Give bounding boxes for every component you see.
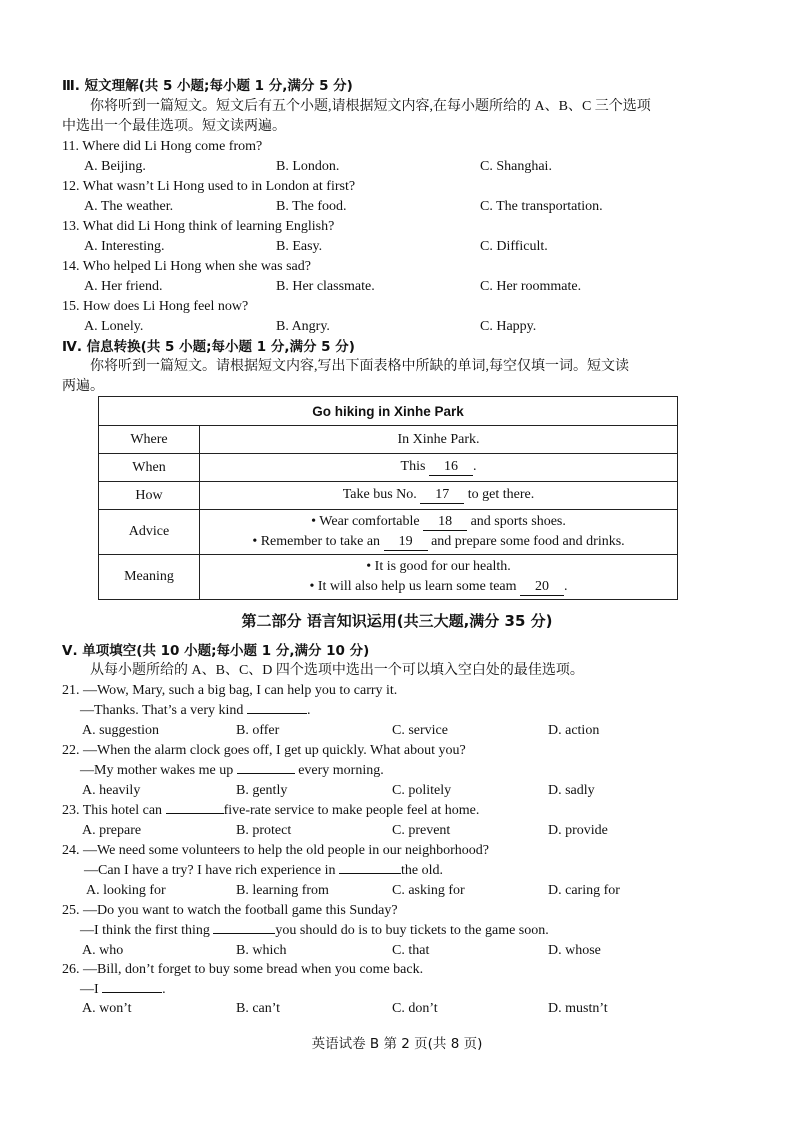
part4-title: Ⅳ. 信息转换(共 5 小题;每小题 1 分,满分 5 分) <box>62 339 355 355</box>
question-24-option-d: D. caring for <box>548 883 620 898</box>
meaning-line-2 <box>200 577 677 597</box>
row-label-where: Where <box>99 426 200 454</box>
question-22-blank <box>237 773 295 774</box>
question-21-option-a: A. suggestion <box>82 723 159 738</box>
question-23-blank <box>166 813 224 814</box>
advice-line-1 <box>200 512 677 532</box>
question-22-option-b: B. gently <box>236 783 288 798</box>
question-22-text: —My mother wakes me up <box>80 763 234 778</box>
question-12-option-a: A. The weather. <box>84 199 174 214</box>
cell-when <box>200 454 678 482</box>
blank-19: 19 <box>384 534 428 551</box>
question-11-option-a: A. Beijing. <box>84 159 146 174</box>
question-24-line-1: 24. —We need some volunteers to help the old people in our neighborhood? <box>62 843 489 858</box>
question-23-option-c: C. prevent <box>392 823 451 838</box>
blank-20: 20 <box>520 579 564 596</box>
question-13-stem: 13. What did Li Hong think of learning English? <box>62 219 335 234</box>
part5-title: Ⅴ. 单项填空(共 10 小题;每小题 1 分,满分 10 分) <box>62 643 370 659</box>
question-12-stem: 12. What wasn’t Li Hong used to in London at first? <box>62 179 356 194</box>
how-pre: Take bus No. <box>342 487 417 502</box>
question-21-option-d: D. action <box>548 723 600 738</box>
cell-how <box>200 482 678 510</box>
question-26-post: . <box>162 982 166 997</box>
when-post: . <box>472 459 477 474</box>
question-25-option-a: A. who <box>82 943 124 958</box>
question-21-option-c: C. service <box>392 723 448 738</box>
page-footer: 英语试卷 B 第 2 页(共 8 页) <box>311 1036 483 1052</box>
table-heading: Go hiking in Xinhe Park <box>99 397 678 426</box>
row-label-advice: Advice <box>99 510 200 555</box>
question-14-option-a: A. Her friend. <box>84 279 163 294</box>
question-24-option-b: B. learning from <box>236 883 329 898</box>
blank-16: 16 <box>429 459 473 476</box>
question-22-option-a: A. heavily <box>82 783 141 798</box>
question-26-line-1: 26. —Bill, don’t forget to buy some bread when you come back. <box>62 962 424 977</box>
part5-instruction: 从每小题所给的 A、B、C、D 四个选项中选出一个可以填入空白处的最佳选项。 <box>90 663 584 678</box>
blank-17: 17 <box>420 487 464 504</box>
advice-line-2 <box>200 532 677 552</box>
part3-instruction-2: 中选出一个最佳选项。短文读两遍。 <box>62 119 286 134</box>
question-23-line-1 <box>62 801 479 821</box>
question-25-option-d: D. whose <box>548 943 601 958</box>
question-26-line-2 <box>80 980 166 1000</box>
advice2-pre: • Remember to take an <box>252 534 381 549</box>
question-26-option-a: A. won’t <box>82 1001 132 1016</box>
question-26-blank <box>102 992 162 993</box>
question-23-post: five-rate service to make people feel at home. <box>223 803 480 818</box>
question-25-text: —I think the first thing <box>80 923 210 938</box>
question-22-option-c: C. politely <box>392 783 452 798</box>
question-11-option-b: B. London. <box>276 159 340 174</box>
question-24-blank <box>339 873 401 874</box>
question-21-option-b: B. offer <box>236 723 280 738</box>
question-14-option-c: C. Her roommate. <box>480 279 582 294</box>
question-25-option-b: B. which <box>236 943 287 958</box>
when-pre: This <box>400 459 426 474</box>
question-22-option-d: D. sadly <box>548 783 595 798</box>
cell-where <box>200 426 678 454</box>
question-21-line-1: 21. —Wow, Mary, such a big bag, I can help you to carry it. <box>62 683 398 698</box>
question-26-text: —I <box>80 982 99 997</box>
blank-18: 18 <box>423 514 467 531</box>
cell-meaning <box>200 555 678 600</box>
advice1-pre: • Wear comfortable <box>311 514 420 529</box>
part3-instruction-1: 你将听到一篇短文。短文后有五个小题,请根据短文内容,在每小题所给的 A、B、C 三个选项 <box>90 99 651 114</box>
question-15-option-c: C. Happy. <box>480 319 537 334</box>
question-26-option-c: C. don’t <box>392 1001 438 1016</box>
question-11-stem: 11. Where did Li Hong come from? <box>62 139 263 154</box>
part3-title: Ⅲ. 短文理解(共 5 小题;每小题 1 分,满分 5 分) <box>62 78 353 94</box>
question-14-stem: 14. Who helped Li Hong when she was sad? <box>62 259 311 274</box>
meaning-line-1: • It is good for our health. <box>366 559 511 574</box>
question-24-post: the old. <box>401 863 443 878</box>
question-21-line-2 <box>80 701 310 721</box>
how-post: to get there. <box>467 487 535 502</box>
question-25-blank <box>213 933 275 934</box>
part4-instruction-2: 两遍。 <box>62 379 104 394</box>
question-13-option-c: C. Difficult. <box>480 239 548 254</box>
question-21-post: . <box>306 703 311 718</box>
question-21-text: —Thanks. That’s a very kind <box>80 703 244 718</box>
question-15-option-b: B. Angry. <box>276 319 330 334</box>
question-24-option-c: C. asking for <box>392 883 465 898</box>
row-label-meaning: Meaning <box>99 555 200 600</box>
question-14-option-b: B. Her classmate. <box>276 279 375 294</box>
question-26-option-d: D. mustn’t <box>548 1001 608 1016</box>
question-23-option-d: D. provide <box>548 823 608 838</box>
meaning2-post: . <box>564 579 568 594</box>
section-2-heading: 第二部分 语言知识运用(共三大题,满分 35 分) <box>241 612 553 630</box>
cell-advice <box>200 510 678 555</box>
question-25-option-c: C. that <box>392 943 430 958</box>
question-22-post: every morning. <box>298 763 384 778</box>
question-15-option-a: A. Lonely. <box>84 319 144 334</box>
row-label-when: When <box>99 454 200 482</box>
question-21-blank <box>247 713 307 714</box>
question-13-option-a: A. Interesting. <box>84 239 165 254</box>
question-22-line-1: 22. —When the alarm clock goes off, I get up quickly. What about you? <box>62 743 466 758</box>
question-23-option-a: A. prepare <box>82 823 142 838</box>
question-15-stem: 15. How does Li Hong feel now? <box>62 299 249 314</box>
question-24-option-a: A. looking for <box>86 883 166 898</box>
question-12-option-c: C. The transportation. <box>480 199 603 214</box>
question-26-option-b: B. can’t <box>236 1001 281 1016</box>
advice2-post: and prepare some food and drinks. <box>431 534 625 549</box>
question-13-option-b: B. Easy. <box>276 239 323 254</box>
question-25-line-1: 25. —Do you want to watch the football game this Sunday? <box>62 903 398 918</box>
advice1-post: and sports shoes. <box>470 514 566 529</box>
question-11-option-c: C. Shanghai. <box>480 159 552 174</box>
question-22-line-2 <box>80 761 384 781</box>
info-table <box>98 396 678 600</box>
where-text: In Xinhe Park. <box>397 431 480 447</box>
question-12-option-b: B. The food. <box>276 199 347 214</box>
question-25-line-2 <box>80 921 549 941</box>
question-23-text: 23. This hotel can <box>62 803 163 818</box>
question-23-option-b: B. protect <box>236 823 292 838</box>
question-25-post: you should do is to buy tickets to the game soon. <box>275 923 549 938</box>
question-24-line-2 <box>84 861 443 881</box>
part4-instruction-1: 你将听到一篇短文。请根据短文内容,写出下面表格中所缺的单词,每空仅填一词。短文读 <box>90 359 629 374</box>
meaning2-pre: • It will also help us learn some team <box>309 579 517 594</box>
question-24-text: —Can I have a try? I have rich experience in <box>84 863 336 878</box>
row-label-how: How <box>99 482 200 510</box>
